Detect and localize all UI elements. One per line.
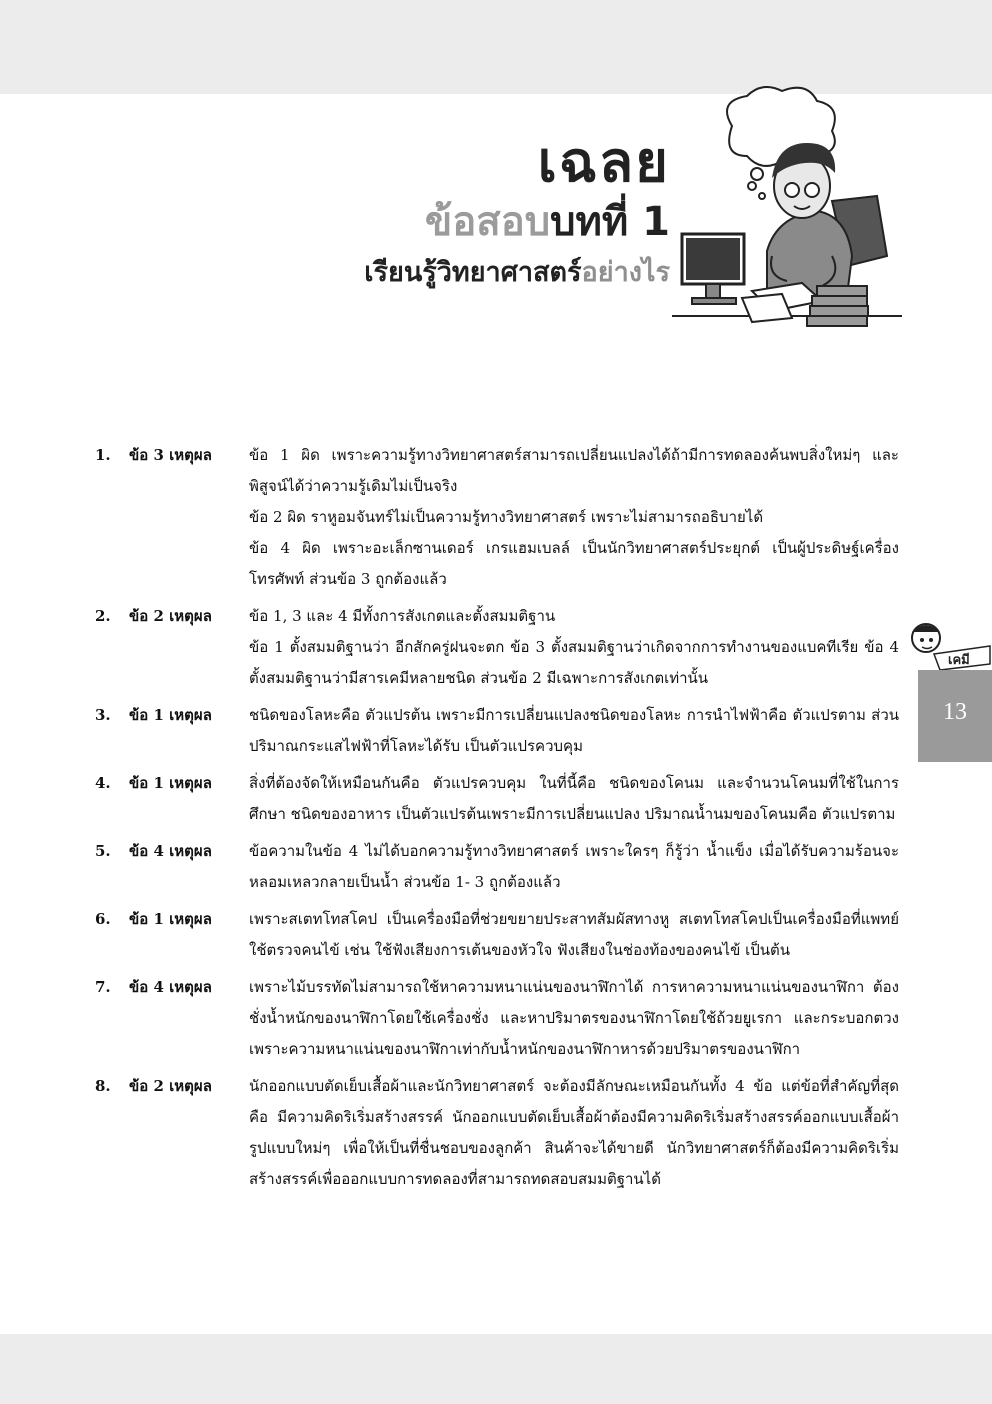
answer-number: 7. xyxy=(95,978,111,996)
explanation-line: เพราะไม้บรรทัดไม่สามารถใช้หาความหนาแน่นของนาฬิกาได้ การหาความหนาแน่นของนาฬิกา ต้องชั่งน้ำหนักของนาฬิกาโดยใช้เครื่องชั่ง และหาปริมาตรของนาฬิกาโดยใช้ถ้วยยูเรกา และกระบอกตวง เพราะความหนาแน่นของนาฬิกาเท่ากับน้ำหนักของนาฬิกาหารด้วยปริมาตรของนาฬิกา xyxy=(249,978,899,1058)
mascot-label: เคมี xyxy=(948,653,970,668)
subtitle-gray: อย่างไร xyxy=(581,257,670,288)
answer-choice: ข้อ 4 เหตุผล xyxy=(129,978,212,996)
chapter-subtitle xyxy=(250,250,670,296)
explanation-line: เพราะสเตทโทสโคป เป็นเครื่องมือที่ช่วยขยายประสาทสัมผัสทางหู สเตทโทสโคปเป็นเครื่องมือที่แพทย์ใช้ตรวจคนไข้ เช่น ใช้ฟังเสียงการเต้นของหัวใจ ฟังเสียงในช่องท้องของคนไข้ เป็นต้น xyxy=(249,910,899,959)
answer-item xyxy=(95,904,900,966)
chapter-test-label: ข้อสอบ xyxy=(424,199,551,245)
answer-item xyxy=(95,601,900,694)
answer-list xyxy=(95,440,900,1201)
explanation-line: สิ่งที่ต้องจัดให้เหมือนกันคือ ตัวแปรควบคุม ในที่นี้คือ ชนิดของโคนม และจำนวนโคนมที่ใช้ในการศึกษา ชนิดของอาหาร เป็นตัวแปรต้นเพราะมีการเปลี่ยนแปลง ปริมาณน้ำนมของโคนมคือ ตัวแปรตาม xyxy=(249,774,899,823)
top-band xyxy=(0,0,992,94)
answer-number: 3. xyxy=(95,706,111,724)
book-stack-icon xyxy=(807,286,868,326)
explanation-line: ข้อความในข้อ 4 ไม่ได้บอกความรู้ทางวิทยาศาสตร์ เพราะใครๆ ก็รู้ว่า น้ำแข็ง เมื่อได้รับความร้อนจะหลอมเหลวกลายเป็นน้ำ ส่วนข้อ 1- 3 ถูกต้องแล้ว xyxy=(249,842,899,891)
answer-item xyxy=(95,440,900,595)
answer-explanation xyxy=(249,972,899,1065)
chapter-number-label: บทที่ 1 xyxy=(550,199,670,245)
thinking-student-illustration xyxy=(672,86,902,336)
answer-choice: ข้อ 3 เหตุผล xyxy=(129,446,212,464)
answer-choice: ข้อ 1 เหตุผล xyxy=(129,706,212,724)
answer-explanation xyxy=(249,836,899,898)
explanation-line: นักออกแบบตัดเย็บเสื้อผ้าและนักวิทยาศาสตร์ จะต้องมีลักษณะเหมือนกันทั้ง 4 ข้อ แต่ข้อที่สำคัญที่สุดคือ มีความคิดริเริ่มสร้างสรรค์ นักออกแบบตัดเย็บเสื้อผ้าต้องมีความคิดริเริ่มสร้างสรรค์ออกแบบเสื้อผ้ารูปแบบใหม่ๆ เพื่อให้เป็นที่ชื่นชอบของลูกค้า สินค้าจะได้ขายดี นักวิทยาศาสตร์ก็ต้องมีความคิดริเริ่มสร้างสรรค์เพื่อออกแบบการทดลองที่สามารถทดสอบสมมติฐานได้ xyxy=(249,1077,899,1188)
answer-item xyxy=(95,1071,900,1195)
explanation-line: ข้อ 1 ผิด เพราะความรู้ทางวิทยาศาสตร์สามารถเปลี่ยนแปลงได้ถ้ามีการทดลองค้นพบสิ่งใหม่ๆ และพิสูจน์ได้ว่าความรู้เดิมไม่เป็นจริง xyxy=(249,446,899,495)
answer-choice: ข้อ 1 เหตุผล xyxy=(129,774,212,792)
page-number: 13 xyxy=(943,699,967,725)
answer-number: 6. xyxy=(95,910,111,928)
answer-number: 8. xyxy=(95,1077,111,1095)
subtitle-dark: เรียนรู้วิทยาศาสตร์ xyxy=(364,257,582,288)
page-number-tab xyxy=(918,670,992,762)
answer-item xyxy=(95,836,900,898)
answer-number: 2. xyxy=(95,607,111,625)
answer-item xyxy=(95,768,900,830)
answer-explanation xyxy=(249,1071,899,1195)
answer-number: 5. xyxy=(95,842,111,860)
explanation-line: ข้อ 1, 3 และ 4 มีทั้งการสังเกตและตั้งสมมติฐาน xyxy=(249,607,556,625)
answer-explanation xyxy=(249,440,899,595)
answer-choice: ข้อ 2 เหตุผล xyxy=(129,1077,212,1095)
chemistry-mascot-icon xyxy=(904,614,992,672)
answer-choice: ข้อ 2 เหตุผล xyxy=(129,607,212,625)
answer-number: 4. xyxy=(95,774,111,792)
explanation-line: ข้อ 1 ตั้งสมมติฐานว่า อีกสักครู่ฝนจะตก ข้อ 3 ตั้งสมมติฐานว่าเกิดจากการทำงานของแบคทีเรีย ข้อ 4 ตั้งสมมติฐานว่ามีสารเคมีหลายชนิด ส่วนข้อ 2 มีเฉพาะการสังเกตเท่านั้น xyxy=(249,638,899,687)
answer-choice: ข้อ 4 เหตุผล xyxy=(129,842,212,860)
bottom-band xyxy=(0,1334,992,1404)
answer-number: 1. xyxy=(95,446,111,464)
answer-key-title: เฉลย xyxy=(537,130,670,195)
answer-explanation xyxy=(249,768,899,830)
answer-item xyxy=(95,700,900,762)
chapter-title-block xyxy=(250,130,670,296)
answer-explanation xyxy=(249,601,899,694)
answer-explanation xyxy=(249,700,899,762)
answer-item xyxy=(95,972,900,1065)
explanation-line: ชนิดของโลหะคือ ตัวแปรต้น เพราะมีการเปลี่ยนแปลงชนิดของโลหะ การนำไฟฟ้าคือ ตัวแปรตาม ส่วนปริมาณกระแสไฟฟ้าที่โลหะได้รับ เป็นตัวแปรควบคุม xyxy=(249,706,899,755)
computer-monitor-icon xyxy=(682,234,744,304)
answer-explanation xyxy=(249,904,899,966)
answer-choice: ข้อ 1 เหตุผล xyxy=(129,910,212,928)
explanation-line: ข้อ 2 ผิด ราหูอมจันทร์ไม่เป็นความรู้ทางวิทยาศาสตร์ เพราะไม่สามารถอธิบายได้ xyxy=(249,508,764,526)
chapter-test-title xyxy=(250,196,670,248)
explanation-line: ข้อ 4 ผิด เพราะอะเล็กซานเดอร์ เกรแฮมเบลล์ เป็นนักวิทยาศาสตร์ประยุกต์ เป็นผู้ประดิษฐ์เครื่องโทรศัพท์ ส่วนข้อ 3 ถูกต้องแล้ว xyxy=(249,539,899,588)
